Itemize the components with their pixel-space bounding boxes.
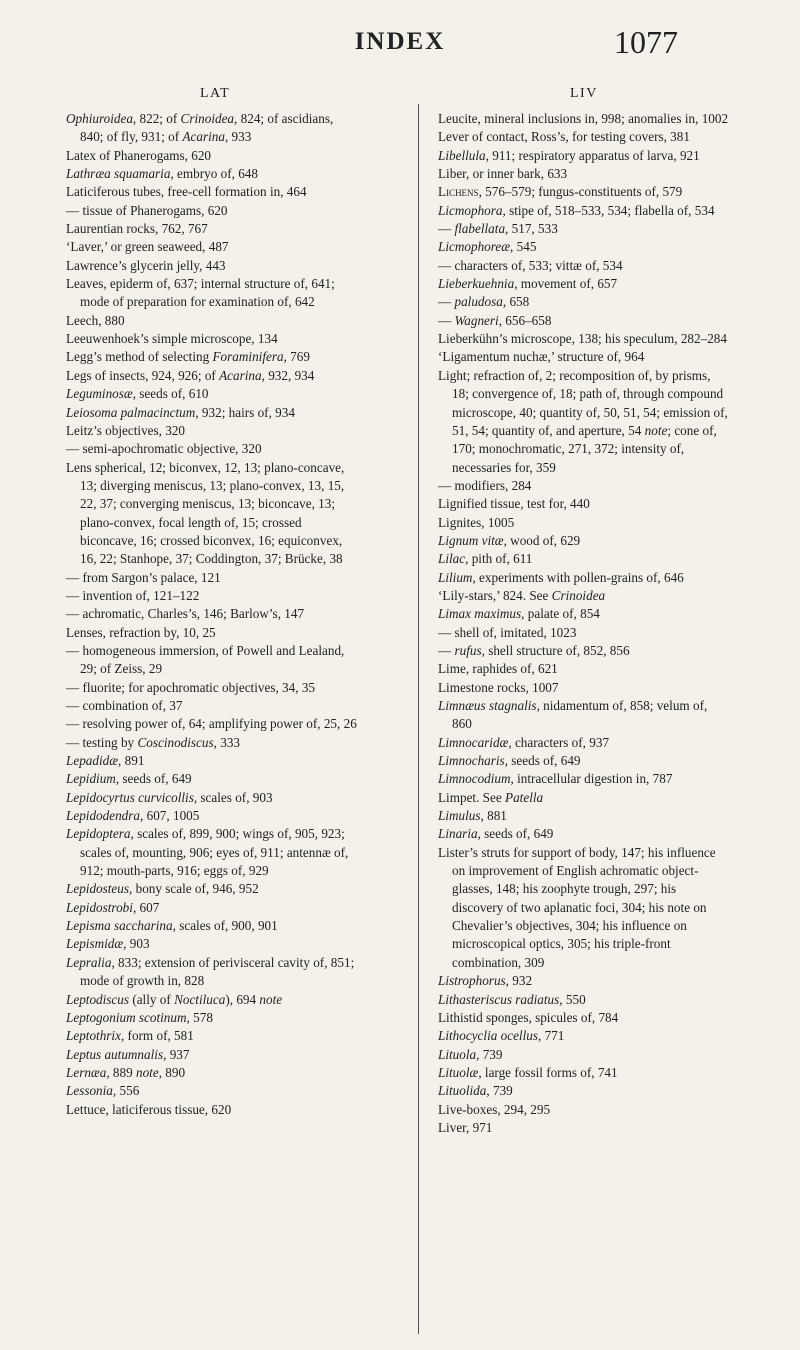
index-entry: Lituola, 739 (438, 1046, 503, 1062)
index-entry: Ophiuroidea, 822; of Crinoidea, 824; of ascidians, 840; of fly, 931; of Acarina, 933 (66, 111, 334, 145)
index-entry: — from Sargon’s palace, 121 (66, 569, 221, 585)
index-entry: Lieberkuehnia, movement of, 657 (438, 276, 618, 292)
index-entry: Liver, 971 (438, 1119, 493, 1135)
index-entry: Lilac, pith of, 611 (438, 551, 533, 567)
index-entry: — rufus, shell structure of, 852, 856 (438, 642, 630, 658)
index-entry: Limpet. See Patella (438, 789, 544, 805)
index-entry: Lepisma saccharina, scales of, 900, 901 (66, 918, 278, 934)
index-entry: Leptogonium scotinum, 578 (66, 1009, 213, 1025)
index-entry: Lepidium, seeds of, 649 (66, 771, 192, 787)
index-entry: Limulus, 881 (438, 808, 507, 824)
index-entry: — characters of, 533; vittæ of, 534 (438, 257, 623, 273)
index-entry: — homogeneous immersion, of Powell and Lealand, 29; of Zeiss, 29 (66, 642, 345, 677)
index-entry: Lignites, 1005 (438, 514, 515, 530)
index-entry: — resolving power of, 64; amplifying power of, 25, 26 (66, 716, 357, 732)
index-entry: — achromatic, Charles’s, 146; Barlow’s, 147 (66, 606, 305, 622)
index-entry: Laurentian rocks, 762, 767 (66, 221, 208, 237)
index-entry: Lituolæ, large fossil forms of, 741 (438, 1064, 618, 1080)
index-entry: Lepidoptera, scales of, 899, 900; wings of, 905, 923; scales of, mounting, 906; eyes of, 911; antennæ of, 912; mouth-parts, 916; eggs of, 929 (66, 826, 349, 879)
index-entry: Leptus autumnalis, 937 (66, 1046, 190, 1062)
index-entry: Limnocodium, intracellular digestion in, 787 (438, 771, 673, 787)
page-number: 1077 (614, 24, 678, 60)
index-entry: Lituolida, 739 (438, 1083, 513, 1099)
index-entry: Limnocharis, seeds of, 649 (438, 753, 581, 769)
index-entry: Liber, or inner bark, 633 (438, 166, 568, 182)
right-column-heading: LIV (570, 86, 598, 101)
index-entry: Laticiferous tubes, free-cell formation in, 464 (66, 184, 307, 200)
index-entry: Lichens, 576–579; fungus-constituents of, 579 (438, 184, 683, 200)
index-entry: Lepidostrobi, 607 (66, 899, 160, 915)
index-entry: Lawrence’s glycerin jelly, 443 (66, 257, 226, 273)
index-entry: Lever of contact, Ross’s, for testing covers, 381 (438, 129, 690, 145)
index-entry: Leiosoma palmacinctum, 932; hairs of, 934 (66, 404, 295, 420)
index-entry: Lister’s struts for support of body, 147; his influence on improvement of English achromatic object-glasses, 148; his zoophyte trough, 297; his discovery of two aplanatic foci, 304; his note on Chevalier’s objectives, 304; his influence on microscopical optics, 305; his triple-front combination, 309 (438, 844, 716, 970)
column-divider (418, 104, 419, 1334)
index-entry: — modifiers, 284 (438, 477, 532, 493)
index-entry: Lessonia, 556 (66, 1083, 140, 1099)
index-entry: Lithistid sponges, spicules of, 784 (438, 1009, 619, 1025)
index-entry: Lens spherical, 12; biconvex, 12, 13; plano-concave, 13; diverging meniscus, 13; plano-convex, 13, 15, 22, 37; converging meniscus, 13; biconcave, 13; plano-convex, focal length of, 15; crossed biconcave, 16; crossed biconvex, 16; equiconvex, 16, 22; Stanhope, 37; Coddington, 37; Brücke, 38 (66, 459, 345, 567)
right-index-column (438, 110, 730, 1137)
index-entry: Lathræa squamaria, embryo of, 648 (66, 166, 258, 182)
index-entry: Limax maximus, palate of, 854 (438, 606, 600, 622)
index-entry: — combination of, 37 (66, 698, 183, 713)
index-entry: ‘Ligamentum nuchæ,’ structure of, 964 (438, 349, 645, 365)
index-entry: — fluorite; for apochromatic objectives, 34, 35 (66, 679, 316, 695)
index-entry: Lepidosteus, bony scale of, 946, 952 (66, 881, 259, 897)
index-entry: Limnocaridæ, characters of, 937 (438, 734, 610, 750)
index-entry: Leguminosæ, seeds of, 610 (66, 386, 209, 402)
index-entry: Lepadidæ, 891 (66, 753, 145, 769)
index-entry: — shell of, imitated, 1023 (438, 624, 577, 640)
index-entry: Latex of Phanerogams, 620 (66, 147, 212, 163)
index-entry: Lignified tissue, test for, 440 (438, 496, 590, 512)
index-entry: Lime, raphides of, 621 (438, 661, 558, 677)
index-entry: Lepismidæ, 903 (66, 936, 150, 952)
index-entry: Lilium, experiments with pollen-grains of, 646 (438, 569, 684, 585)
index-entry: Lettuce, laticiferous tissue, 620 (66, 1101, 232, 1117)
index-entry: Leitz’s objectives, 320 (66, 422, 186, 438)
index-entry: Lepidodendra, 607, 1005 (66, 808, 200, 824)
index-entry: — invention of, 121–122 (66, 587, 200, 603)
left-index-column (66, 110, 358, 1119)
left-column-heading: LAT (200, 86, 231, 101)
index-entry: — testing by Coscinodiscus, 333 (66, 734, 241, 750)
index-entry: Limnæus stagnalis, nidamentum of, 858; velum of, 860 (438, 698, 708, 732)
index-entry: Lithasteriscus radiatus, 550 (438, 991, 586, 1007)
index-entry: Lithocyclia ocellus, 771 (438, 1028, 565, 1044)
index-entry: Licmophoreæ, 545 (438, 239, 537, 255)
index-entry: Lepralia, 833; extension of perivisceral cavity of, 851; mode of growth in, 828 (66, 954, 355, 989)
index-entry: Lepidocyrtus curvicollis, scales of, 903 (66, 789, 273, 805)
index-entry: Lenses, refraction by, 10, 25 (66, 624, 216, 640)
page-header-title: INDEX (354, 28, 446, 55)
index-entry: — Wagneri, 656–658 (438, 312, 552, 328)
index-entry: Light; refraction of, 2; recomposition of, by prisms, 18; convergence of, 18; path of, through compound microscope, 40; quantity of, 50, 51, 54; emission of, 51, 54; quantity of, and aperture, 54 note; cone of, 170; monochromatic, 271, 372; intensity of, necessaries for, 359 (438, 367, 728, 475)
index-entry: — tissue of Phanerogams, 620 (66, 202, 228, 218)
index-entry: Leptodiscus (ally of Noctiluca), 694 note (66, 991, 283, 1007)
index-entry: Leucite, mineral inclusions in, 998; anomalies in, 1002 (438, 111, 729, 126)
index-entry: Leeuwenhoek’s simple microscope, 134 (66, 331, 278, 347)
index-entry: — flabellata, 517, 533 (438, 221, 558, 237)
index-entry: Lignum vitæ, wood of, 629 (438, 532, 581, 548)
index-entry: Lernæa, 889 note, 890 (66, 1064, 186, 1080)
index-entry: Limestone rocks, 1007 (438, 679, 559, 695)
index-entry: ‘Laver,’ or green seaweed, 487 (66, 239, 229, 255)
index-entry: — paludosa, 658 (438, 294, 530, 310)
index-entry: Leech, 880 (66, 312, 125, 328)
index-entry: Live-boxes, 294, 295 (438, 1101, 551, 1117)
index-entry: ‘Lily-stars,’ 824. See Crinoidea (438, 587, 606, 603)
index-entry: Linaria, seeds of, 649 (438, 826, 554, 842)
index-entry: Lieberkühn’s microscope, 138; his speculum, 282–284 (438, 331, 727, 347)
index-entry: Legs of insects, 924, 926; of Acarina, 932, 934 (66, 367, 315, 383)
index-entry: Legg’s method of selecting Foraminifera, 769 (66, 349, 310, 365)
index-entry: — semi-apochromatic objective, 320 (66, 441, 262, 457)
index-entry: Licmophora, stipe of, 518–533, 534; flabella of, 534 (438, 202, 715, 218)
index-entry: Leaves, epiderm of, 637; internal structure of, 641; mode of preparation for examination of, 642 (66, 276, 335, 310)
index-entry: Libellula, 911; respiratory apparatus of larva, 921 (438, 147, 700, 163)
index-entry: Listrophorus, 932 (438, 973, 533, 989)
index-entry: Leptothrix, form of, 581 (66, 1028, 194, 1044)
